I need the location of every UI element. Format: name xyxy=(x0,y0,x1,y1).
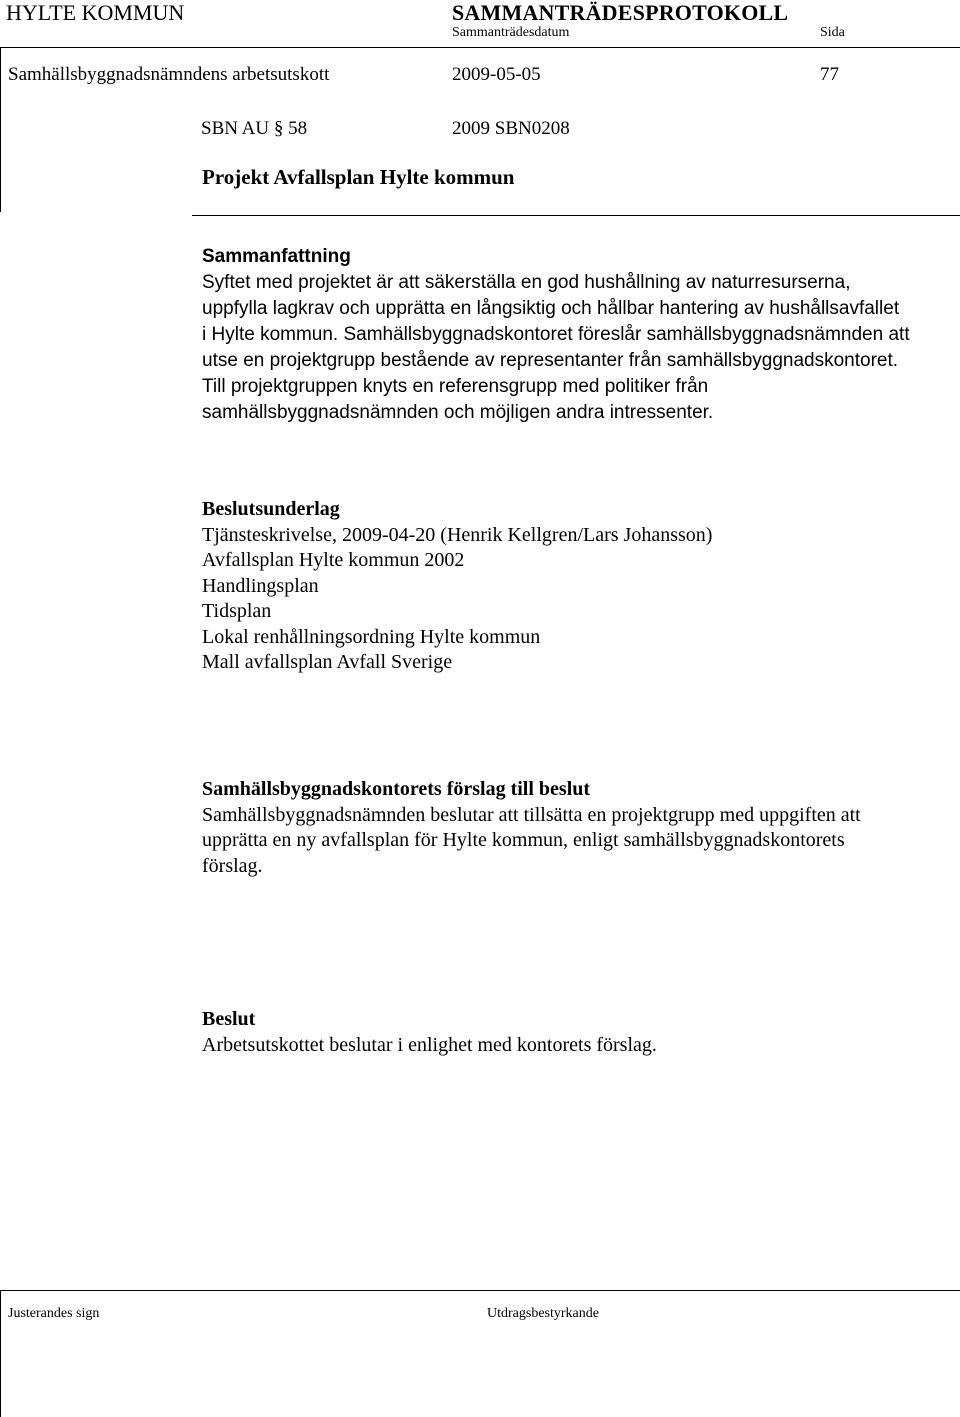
case-title: Projekt Avfallsplan Hylte kommun xyxy=(202,165,515,189)
summary-line: utse en projektgrupp bestående av representanter från samhällsbyggnadskontoret. xyxy=(202,350,899,371)
footer-rule xyxy=(0,1290,960,1291)
page-label: Sida xyxy=(820,25,845,40)
summary-line: Till projektgruppen knyts en referensgrupp med politiker från xyxy=(202,376,709,397)
decision-text: Arbetsutskottet beslutar i enlighet med kontorets förslag. xyxy=(202,1033,657,1056)
decision-heading: Beslut xyxy=(202,1008,256,1030)
basis-section xyxy=(202,497,712,676)
basis-heading: Beslutsunderlag xyxy=(202,498,340,520)
footer-left-border xyxy=(0,1290,1,1417)
summary-line: samhällsbyggnadsnämnden och möjligen andra intressenter. xyxy=(202,402,714,423)
summary-section xyxy=(202,244,958,426)
basis-item: Lokal renhållningsordning Hylte kommun xyxy=(202,625,541,648)
proposal-heading: Samhällsbyggnadskontorets förslag till beslut xyxy=(202,778,591,800)
proposal-line: upprätta en ny avfallsplan för Hylte kommun, enligt samhällsbyggnadskontorets xyxy=(202,829,845,851)
diary-number: 2009 SBN0208 xyxy=(452,118,570,139)
basis-item: Tidsplan xyxy=(202,600,272,622)
page-number: 77 xyxy=(820,64,839,85)
document-type: SAMMANTRÄDESPROTOKOLL xyxy=(452,0,789,25)
summary-heading: Sammanfattning xyxy=(202,246,351,267)
header-left-border xyxy=(0,47,1,212)
proposal-line: förslag. xyxy=(202,854,263,877)
basis-item: Tjänsteskrivelse, 2009-04-20 (Henrik Kellgren/Lars Johansson) xyxy=(202,523,713,546)
extract-certification-label: Utdragsbestyrkande xyxy=(487,1306,599,1321)
committee-name: Samhällsbyggnadsnämndens arbetsutskott xyxy=(8,64,330,85)
decision-section xyxy=(202,1007,657,1058)
proposal-section xyxy=(202,777,861,879)
basis-item: Avfallsplan Hylte kommun 2002 xyxy=(202,549,465,571)
summary-line: Syftet med projektet är att säkerställa en god hushållning av naturresurserna, xyxy=(202,272,851,293)
meeting-date: 2009-05-05 xyxy=(452,64,541,85)
proposal-line: Samhällsbyggnadsnämnden beslutar att tillsätta en projektgrupp med uppgiften att xyxy=(202,803,861,826)
basis-item: Handlingsplan xyxy=(202,574,319,597)
title-rule xyxy=(192,215,960,216)
summary-line: i Hylte kommun. Samhällsbyggnadskontoret föreslår samhällsbyggnadsnämnden att xyxy=(202,324,910,345)
case-paragraph: SBN AU § 58 xyxy=(201,118,308,139)
header-rule xyxy=(0,47,960,48)
adjuster-sign-label: Justerandes sign xyxy=(8,1306,100,1321)
meeting-date-label: Sammanträdesdatum xyxy=(452,25,570,40)
organization-name: HYLTE KOMMUN xyxy=(6,0,185,25)
summary-line: uppfylla lagkrav och upprätta en långsiktig och hållbar hantering av hushållsavfallet xyxy=(202,298,900,319)
basis-item: Mall avfallsplan Avfall Sverige xyxy=(202,651,453,673)
